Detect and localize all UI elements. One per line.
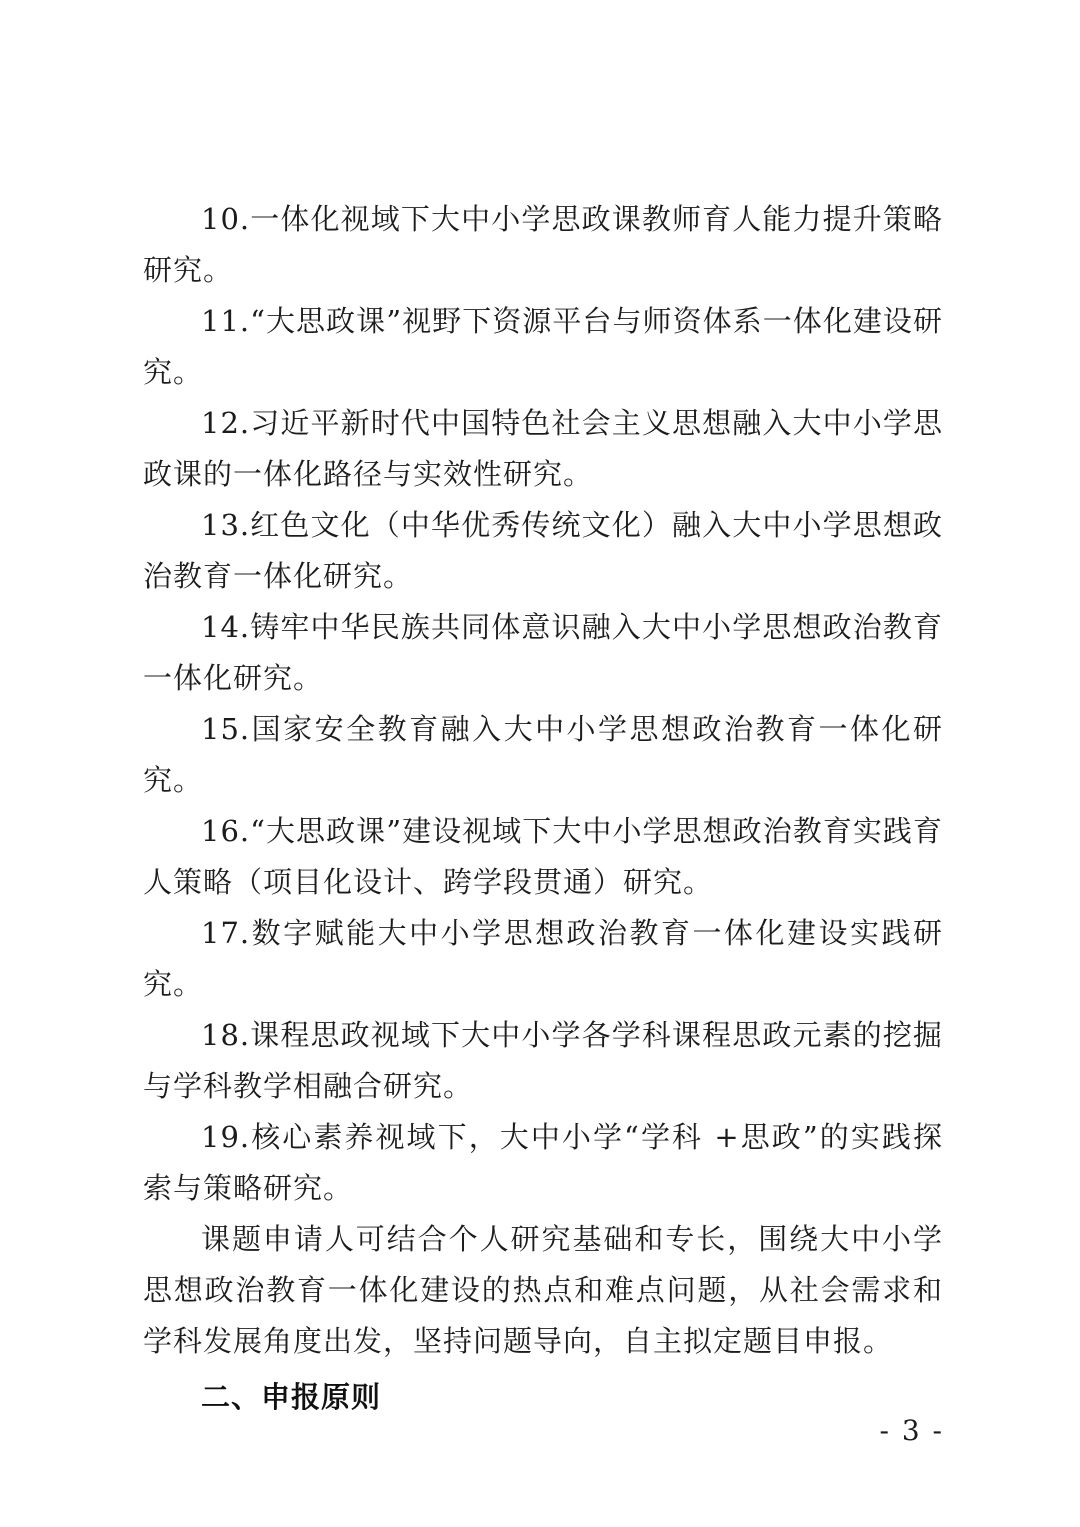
applicant-note: 课题申请人可结合个人研究基础和专长，围绕大中小学思想政治教育一体化建设的热点和难点问题，从社会需求和学科发展角度出发，坚持问题导向，自主拟定题目申报。: [143, 1222, 943, 1358]
topic-item-18: 18.课程思政视域下大中小学各学科课程思政元素的挖掘与学科教学相融合研究。: [143, 1018, 943, 1103]
topic-item-19: 19.核心素养视域下，大中小学“学科 +思政”的实践探索与策略研究。: [143, 1120, 943, 1205]
topic-item-16: 16.“大思政课”建设视域下大中小学思想政治教育实践育人策略（项目化设计、跨学段贯通）研究。: [143, 814, 943, 899]
topic-item-14: 14.铸牢中华民族共同体意识融入大中小学思想政治教育一体化研究。: [143, 610, 943, 695]
topic-item-10: 10.一体化视域下大中小学思政课教师育人能力提升策略研究。: [143, 202, 943, 287]
topic-item-13: 13.红色文化（中华优秀传统文化）融入大中小学思想政治教育一体化研究。: [143, 508, 943, 593]
page-number: - 3 -: [879, 1414, 944, 1447]
topic-item-11: 11.“大思政课”视野下资源平台与师资体系一体化建设研究。: [143, 304, 943, 389]
section-heading: 二、申报原则: [201, 1380, 382, 1414]
topic-item-12: 12.习近平新时代中国特色社会主义思想融入大中小学思政课的一体化路径与实效性研究。: [143, 406, 943, 491]
topic-item-15: 15.国家安全教育融入大中小学思想政治教育一体化研究。: [143, 712, 943, 797]
topic-item-17: 17.数字赋能大中小学思想政治教育一体化建设实践研究。: [143, 916, 943, 1001]
document-body: [143, 194, 943, 1427]
